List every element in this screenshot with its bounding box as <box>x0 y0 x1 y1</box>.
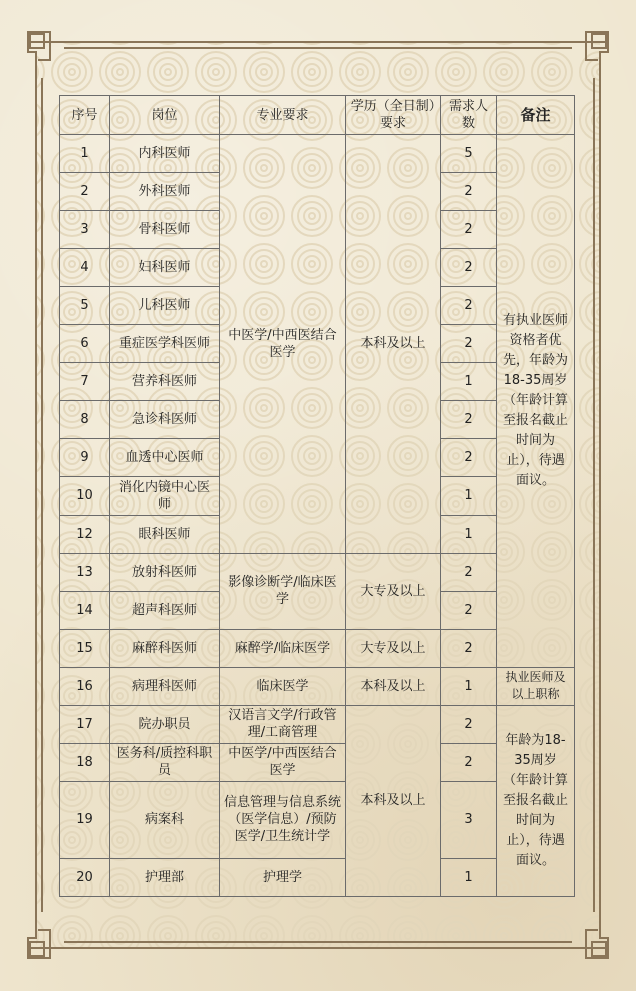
header-major: 专业要求 <box>220 96 346 135</box>
cell-major: 麻醉学/临床医学 <box>220 629 346 667</box>
cell-count: 2 <box>441 401 497 439</box>
cell-seq: 10 <box>60 477 110 515</box>
cell-count: 2 <box>441 439 497 477</box>
cell-position: 超声科医师 <box>110 591 220 629</box>
cell-seq: 3 <box>60 211 110 249</box>
cell-count: 2 <box>441 173 497 211</box>
cell-count: 1 <box>441 363 497 401</box>
cell-position: 眼科医师 <box>110 515 220 553</box>
cell-seq: 12 <box>60 515 110 553</box>
cell-education: 本科及以上 <box>346 135 441 554</box>
cell-seq: 20 <box>60 858 110 896</box>
header-remark: 备注 <box>497 96 575 135</box>
cell-major: 信息管理与信息系统（医学信息）/预防医学/卫生统计学 <box>220 781 346 858</box>
cell-position: 内科医师 <box>110 135 220 173</box>
cell-remark: 年龄为18-35周岁（年龄计算至报名截止时间为止），待遇面议。 <box>497 705 575 896</box>
cell-count: 2 <box>441 553 497 591</box>
table-header-row <box>60 96 575 135</box>
cell-position: 儿科医师 <box>110 287 220 325</box>
cell-education: 本科及以上 <box>346 667 441 705</box>
header-position: 岗位 <box>110 96 220 135</box>
cell-seq: 5 <box>60 287 110 325</box>
table-row <box>60 667 575 705</box>
cell-position: 妇科医师 <box>110 249 220 287</box>
cell-education: 本科及以上 <box>346 705 441 896</box>
cell-count: 2 <box>441 249 497 287</box>
cell-count: 3 <box>441 781 497 858</box>
cell-seq: 9 <box>60 439 110 477</box>
cell-position: 病案科 <box>110 781 220 858</box>
cell-seq: 17 <box>60 705 110 743</box>
cell-seq: 1 <box>60 135 110 173</box>
cell-position: 医务科/质控科职员 <box>110 743 220 781</box>
cell-major: 临床医学 <box>220 667 346 705</box>
cell-count: 1 <box>441 477 497 515</box>
cell-education: 大专及以上 <box>346 629 441 667</box>
cell-education: 大专及以上 <box>346 553 441 629</box>
cell-count: 2 <box>441 629 497 667</box>
cell-position: 院办职员 <box>110 705 220 743</box>
cell-remark: 有执业医师资格者优先，年龄为18-35周岁（年龄计算至报名截止时间为止），待遇面议。 <box>497 135 575 668</box>
cell-count: 1 <box>441 515 497 553</box>
header-count: 需求人数 <box>441 96 497 135</box>
cell-seq: 8 <box>60 401 110 439</box>
cell-seq: 13 <box>60 553 110 591</box>
table-row <box>60 135 575 173</box>
cell-major: 中医学/中西医结合医学 <box>220 743 346 781</box>
cell-seq: 15 <box>60 629 110 667</box>
cell-seq: 6 <box>60 325 110 363</box>
recruitment-table-wrapper <box>59 95 574 897</box>
cell-count: 2 <box>441 705 497 743</box>
cell-count: 2 <box>441 743 497 781</box>
cell-seq: 7 <box>60 363 110 401</box>
cell-major: 汉语言文学/行政管理/工商管理 <box>220 705 346 743</box>
cell-count: 2 <box>441 211 497 249</box>
header-education: 学历（全日制）要求 <box>346 96 441 135</box>
cell-seq: 4 <box>60 249 110 287</box>
cell-seq: 2 <box>60 173 110 211</box>
cell-count: 5 <box>441 135 497 173</box>
cell-count: 2 <box>441 287 497 325</box>
cell-major: 中医学/中西医结合医学 <box>220 135 346 554</box>
cell-position: 护理部 <box>110 858 220 896</box>
cell-seq: 14 <box>60 591 110 629</box>
cell-remark: 执业医师及以上职称 <box>497 667 575 705</box>
table-row <box>60 705 575 743</box>
cell-position: 骨科医师 <box>110 211 220 249</box>
cell-count: 1 <box>441 858 497 896</box>
cell-major: 护理学 <box>220 858 346 896</box>
cell-position: 病理科医师 <box>110 667 220 705</box>
cell-position: 麻醉科医师 <box>110 629 220 667</box>
cell-position: 急诊科医师 <box>110 401 220 439</box>
cell-major: 影像诊断学/临床医学 <box>220 553 346 629</box>
cell-count: 1 <box>441 667 497 705</box>
recruitment-table <box>59 95 575 897</box>
cell-position: 放射科医师 <box>110 553 220 591</box>
cell-position: 外科医师 <box>110 173 220 211</box>
header-seq: 序号 <box>60 96 110 135</box>
cell-position: 营养科医师 <box>110 363 220 401</box>
cell-count: 2 <box>441 591 497 629</box>
cell-position: 血透中心医师 <box>110 439 220 477</box>
cell-seq: 18 <box>60 743 110 781</box>
cell-count: 2 <box>441 325 497 363</box>
cell-position: 消化内镜中心医师 <box>110 477 220 515</box>
cell-seq: 19 <box>60 781 110 858</box>
cell-position: 重症医学科医师 <box>110 325 220 363</box>
cell-seq: 16 <box>60 667 110 705</box>
